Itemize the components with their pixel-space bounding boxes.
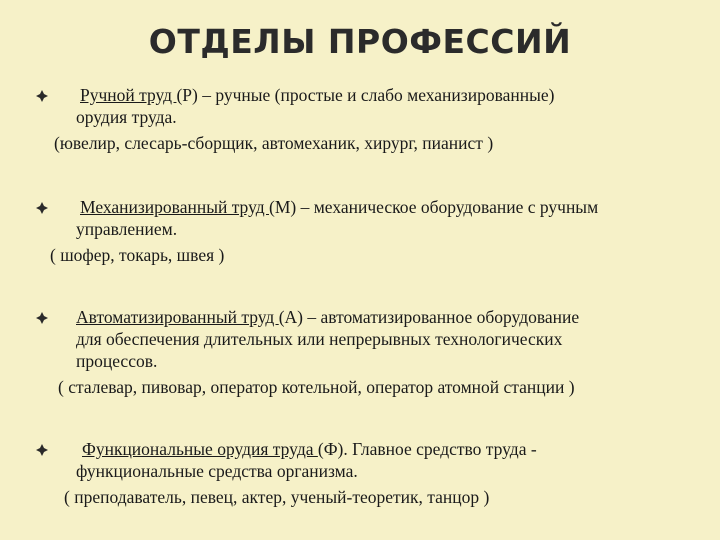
page-title: ОТДЕЛЫ ПРОФЕССИЙ	[148, 22, 572, 61]
term-label: Ручной труд	[80, 85, 177, 105]
list-item-mechanized-labor	[36, 196, 598, 266]
term-label: Автоматизированный труд	[76, 307, 279, 327]
examples-text: ( сталевар, пивовар, оператор котельной, оператор атомной станции )	[58, 377, 575, 397]
diamond-bullet-icon	[36, 444, 48, 456]
examples-text: ( преподаватель, певец, актер, ученый-теоретик, танцор )	[64, 487, 490, 507]
definition-text: (Р) – ручные (простые и слабо механизированные)	[176, 85, 555, 105]
diamond-bullet-icon	[36, 202, 48, 214]
definition-text: функциональные средства организма.	[76, 461, 358, 481]
definition-text: для обеспечения длительных или непрерывных технологических	[76, 329, 563, 349]
definition-text: орудия труда.	[76, 107, 177, 127]
diamond-bullet-icon	[36, 312, 48, 324]
term-label: Функциональные орудия труда	[82, 439, 318, 459]
examples-text: ( шофер, токарь, швея )	[50, 245, 225, 265]
definition-text: (А) – автоматизированное оборудование	[278, 307, 580, 327]
definition-text: процессов.	[76, 351, 158, 371]
list-item-automated-labor	[36, 306, 579, 398]
list-item-manual-labor	[36, 84, 554, 154]
list-item-functional-tools	[36, 438, 537, 508]
examples-text: (ювелир, слесарь-сборщик, автомеханик, хирург, пианист )	[54, 133, 494, 153]
definition-text: (Ф). Главное средство труда -	[317, 439, 537, 459]
definition-text: управлением.	[76, 219, 178, 239]
diamond-bullet-icon	[36, 90, 48, 102]
definition-text: (М) – механическое оборудование с ручным	[269, 197, 599, 217]
term-label: Механизированный труд	[80, 197, 269, 217]
